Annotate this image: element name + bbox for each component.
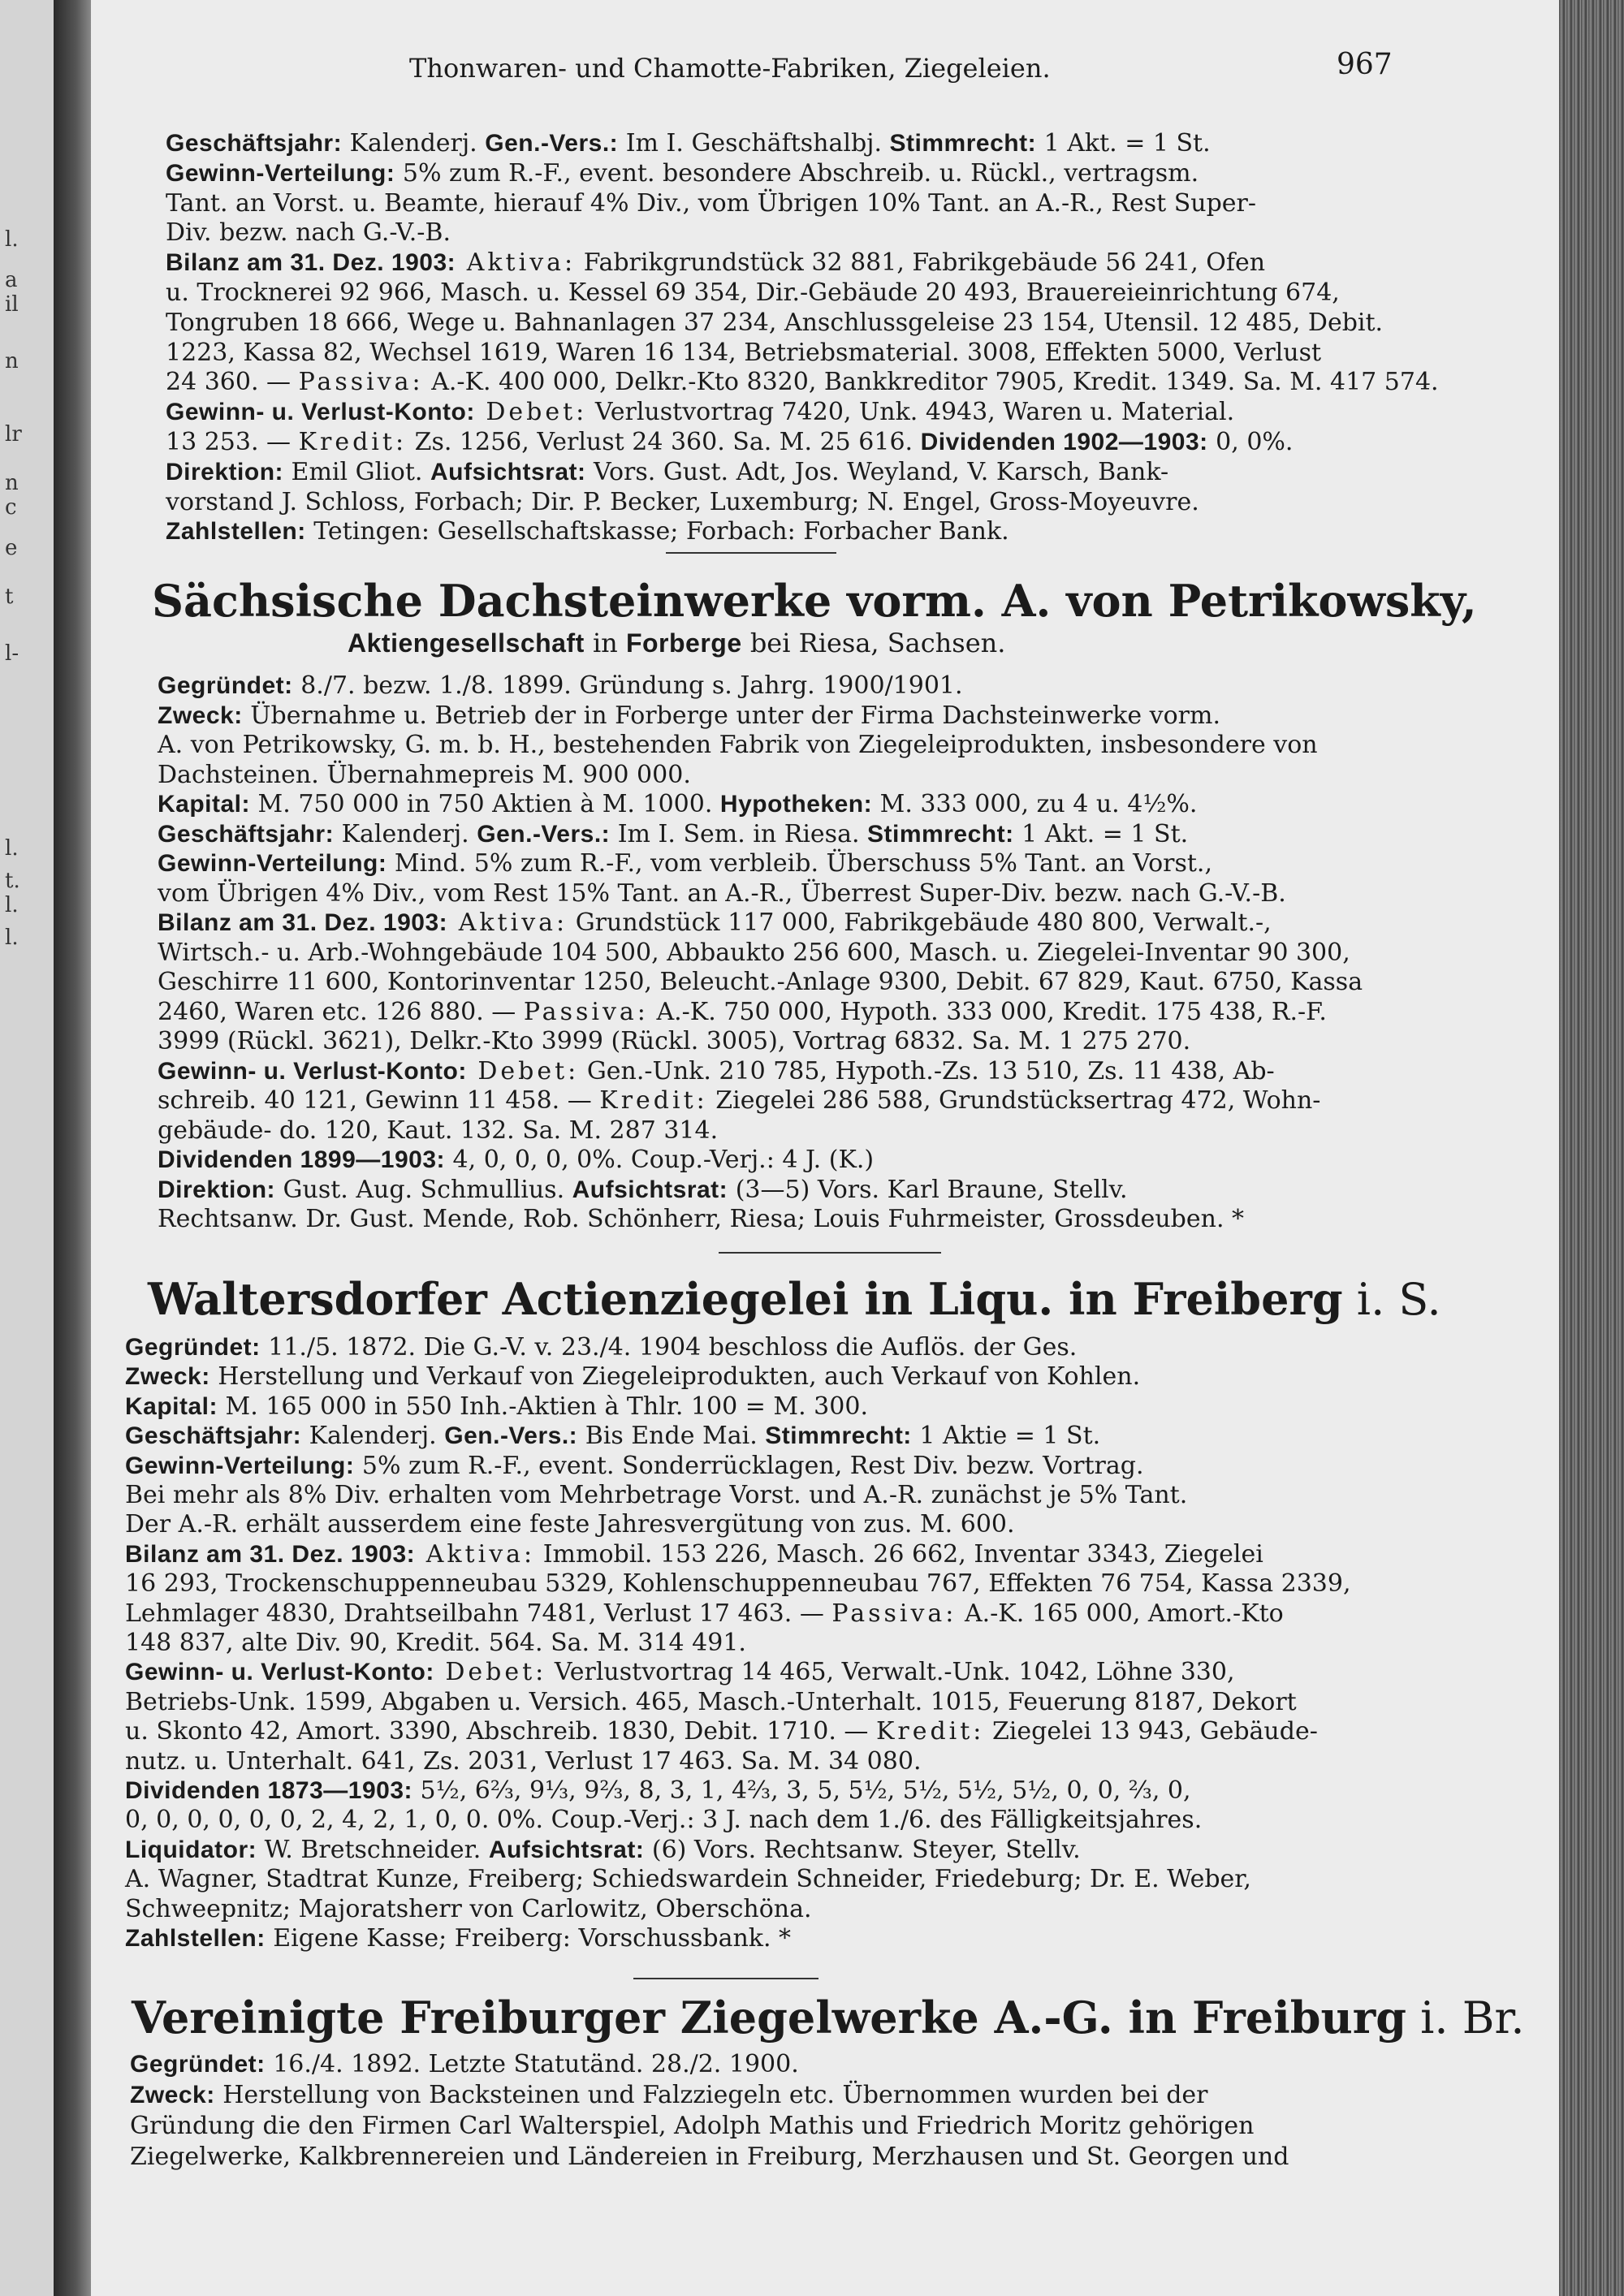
field-label: Gewinn-Verteilung: [166, 159, 395, 187]
field-label: Gewinn- u. Verlust-Konto: [166, 399, 475, 426]
field-text: gebäude- do. 120, Kaut. 132. Sa. M. 287 314. [158, 1116, 719, 1145]
field-text: Mind. 5% zum R.-F., vom verbleib. Überschuss 5% Tant. an Vorst., [387, 849, 1212, 878]
field-label: Dividenden 1899—1903: [158, 1146, 445, 1173]
field-text: Verlustvortrag 7420, Unk. 4943, Waren u. Material. [587, 398, 1235, 427]
margin-mark: l. [5, 926, 19, 950]
field-text: 2460, Waren etc. 126 880. — [158, 997, 524, 1026]
field-text: Schweepnitz; Majoratsherr von Carlowitz, Oberschöna. [125, 1894, 812, 1923]
text-line [166, 339, 1321, 367]
text-line [166, 518, 1009, 546]
field-label: Gegründet: [158, 672, 293, 699]
field-text: 11./5. 1872. Die G.-V. v. 23./4. 1904 beschloss die Auflös. der Ges. [260, 1333, 1078, 1362]
field-label: Gewinn-Verteilung: [158, 850, 387, 877]
field-text: Immobil. 153 226, Masch. 26 662, Inventar 3343, Ziegelei [535, 1539, 1263, 1569]
field-label: Bilanz am 31. Dez. 1903: [125, 1540, 416, 1568]
field-label: Kapital: [125, 1392, 218, 1420]
text-line [158, 791, 1197, 818]
field-label: Gen.-Vers.: [485, 130, 619, 157]
text-line [125, 1925, 791, 1953]
field-label: Gen.-Vers.: [444, 1422, 578, 1450]
field-label: Stimmrecht: [867, 820, 1014, 848]
text-line [125, 1570, 1351, 1598]
spaced-label: Debet: [434, 1658, 547, 1687]
field-label: Gewinn-Verteilung: [125, 1452, 355, 1479]
field-label: Dividenden 1873—1903: [125, 1777, 412, 1804]
field-label: Aufsichtsrat: [488, 1836, 645, 1863]
field-text: Gründung die den Firmen Carl Walterspiel, Adolph Mathis und Friedrich Moritz gehörigen [130, 2112, 1255, 2140]
field-label: Gewinn- u. Verlust-Konto: [158, 1057, 467, 1085]
field-text: M. 165 000 in 550 Inh.-Aktien à Thlr. 100 = M. 300. [218, 1392, 868, 1421]
field-text: 5% zum R.-F., event. Sonderrücklagen, Rest Div. bezw. Vortrag. [354, 1451, 1144, 1480]
text-line [166, 369, 1439, 396]
field-text: Ziegelei 13 943, Gebäude- [984, 1717, 1318, 1746]
field-label: Gegründet: [130, 2051, 266, 2078]
field-text: 1223, Kassa 82, Wechsel 1619, Waren 16 134, Betriebsmaterial. 3008, Effekten 5000, Verlust [166, 338, 1322, 367]
field-text: Kalenderj. [342, 129, 486, 158]
text-line [125, 1482, 1187, 1509]
text-line [166, 249, 1265, 277]
field-text: M. 750 000 in 750 Aktien à M. 1000. [250, 790, 720, 818]
text-line [130, 2143, 1289, 2171]
field-text: Emil Gliot. [283, 457, 430, 486]
company-title-petrikowsky: Sächsische Dachsteinwerke vorm. A. von Petrikowsky, [152, 575, 1477, 627]
field-text: 16./4. 1892. Letzte Statutänd. 28./2. 1900. [265, 2050, 799, 2078]
margin-mark: n [5, 471, 19, 495]
text-line [158, 939, 1350, 967]
field-label: Direktion: [166, 458, 284, 486]
text-line [125, 1806, 1202, 1834]
field-label: Geschäftsjahr: [158, 820, 335, 848]
field-text: Betriebs-Unk. 1599, Abgaben u. Versich. 465, Masch.-Unterhalt. 1015, Feuerung 8187, Dekort [125, 1687, 1297, 1716]
text-line [166, 489, 1199, 516]
text-line [125, 1718, 1318, 1746]
spaced-label: Aktiva: [415, 1539, 536, 1569]
field-text: Rechtsanw. Dr. Gust. Mende, Rob. Schönherr, Riesa; Louis Fuhrmeister, Grossdeuben. * [158, 1205, 1245, 1233]
field-label: Gegründet: [125, 1334, 261, 1361]
margin-mark: il [5, 292, 19, 317]
field-text: Div. bezw. nach G.-V.-B. [166, 218, 451, 248]
field-text: W. Bretschneider. [257, 1835, 489, 1864]
field-text: Geschirre 11 600, Kontorinventar 1250, Beleucht.-Anlage 9300, Debit. 67 829, Kaut. 6750, Kassa [158, 968, 1363, 996]
margin-mark: a [5, 268, 18, 292]
text-line [158, 732, 1318, 759]
field-text: nutz. u. Unterhalt. 641, Zs. 2031, Verlust 17 463. Sa. M. 34 080. [125, 1746, 922, 1776]
field-label: Gewinn- u. Verlust-Konto: [125, 1659, 434, 1686]
field-text: Dachsteinen. Übernahmepreis M. 900 000. [158, 760, 691, 789]
text-line [158, 672, 963, 700]
text-line [166, 309, 1383, 337]
field-label: Geschäftsjahr: [166, 130, 343, 157]
field-text: 4, 0, 0, 0, 0%. Coup.-Verj.: 4 J. (K.) [445, 1146, 875, 1174]
field-label: Zahlstellen: [166, 518, 306, 546]
text-line [158, 1087, 1320, 1115]
field-label: Zweck: [125, 1363, 210, 1391]
text-line [125, 1629, 746, 1657]
field-label: Aufsichtsrat: [572, 1176, 728, 1203]
text-line [158, 702, 1220, 730]
text-line [158, 909, 1272, 937]
text-line [158, 880, 1286, 908]
field-text: Wirtsch.- u. Arb.-Wohngebäude 104 500, Abbaukto 256 600, Masch. u. Ziegelei-Inventar 90 300, [158, 938, 1350, 967]
text-line [130, 2051, 799, 2078]
spaced-label: Debet: [466, 1056, 580, 1085]
text-line [158, 999, 1327, 1026]
section-divider [633, 1978, 818, 1979]
field-text: Herstellung und Verkauf von Ziegeleiprodukten, auch Verkauf von Kohlen. [209, 1362, 1141, 1392]
field-text: 24 360. — [166, 368, 299, 397]
field-text: 148 837, alte Div. 90, Kredit. 564. Sa. M. 314 491. [125, 1629, 746, 1657]
margin-mark: l- [5, 641, 19, 666]
field-label: Bilanz am 31. Dez. 1903: [166, 249, 456, 277]
margin-mark: t. [5, 869, 20, 893]
spaced-label: Kredit: [875, 1717, 985, 1746]
field-text: vorstand J. Schloss, Forbach; Dir. P. Becker, Luxemburg; N. Engel, Gross-Moyeuvre. [166, 487, 1199, 516]
company-title-freiburger: Vereinigte Freiburger Ziegelwerke A.-G. in Freiburg i. Br. [132, 1992, 1525, 2044]
field-label: Direktion: [158, 1176, 276, 1203]
margin-mark: e [5, 536, 18, 560]
field-text: Kalenderj. [334, 819, 477, 848]
text-line [125, 1334, 1077, 1362]
margin-mark: n [5, 349, 19, 373]
spaced-label: Passiva: [523, 997, 649, 1026]
text-line [125, 1748, 921, 1776]
text-line [158, 1058, 1275, 1085]
field-text: Herstellung von Backsteinen und Falzziegeln etc. Übernommen wurden bei der [214, 2081, 1208, 2109]
company-title-waltersdorfer: Waltersdorfer Actienziegelei in Liqu. in Freiberg i. S. [148, 1273, 1441, 1325]
text-line [166, 130, 1211, 158]
field-text: Tant. an Vorst. u. Beamte, hierauf 4% Div., vom Übrigen 10% Tant. an A.-R., Rest Super- [166, 188, 1257, 218]
text-line [125, 1452, 1144, 1480]
field-label: Hypotheken: [719, 791, 873, 818]
book-page [91, 0, 1559, 2296]
text-line [125, 1866, 1251, 1893]
text-line [125, 1659, 1235, 1686]
field-text: u. Trocknerei 92 966, Masch. u. Kessel 69 354, Dir.-Gebäude 20 493, Brauereieinrichtung 674, [166, 278, 1340, 307]
text-line [166, 160, 1199, 188]
field-label: Stimmrecht: [889, 130, 1037, 157]
previous-page-edge [0, 0, 54, 2296]
field-label: Aufsichtsrat: [430, 458, 586, 486]
spaced-label: Kredit: [599, 1086, 708, 1115]
field-text: A.-K. 165 000, Amort.-Kto [957, 1599, 1284, 1628]
field-text: 5½, 6⅔, 9⅓, 9⅔, 8, 3, 1, 4⅔, 3, 5, 5½, 5½, 5½, 5½, 0, 0, ⅔, 0, [412, 1776, 1191, 1805]
text-line [158, 850, 1212, 878]
book-gutter [54, 0, 91, 2296]
field-label: Gen.-Vers.: [477, 820, 611, 848]
field-text: u. Skonto 42, Amort. 3390, Abschreib. 1830, Debit. 1710. — [125, 1717, 876, 1746]
field-text: Gust. Aug. Schmullius. [275, 1175, 572, 1204]
text-line [125, 1689, 1297, 1716]
text-line [158, 762, 691, 789]
text-line [166, 190, 1256, 218]
text-line [166, 459, 1168, 486]
text-line [158, 1028, 1190, 1055]
margin-mark: l. [5, 836, 19, 861]
spaced-label: Aktiva: [447, 908, 568, 937]
field-text: 0, 0, 0, 0, 0, 0, 2, 4, 2, 1, 0, 0. 0%. Coup.-Verj.: 3 J. nach dem 1./6. des Fälligkeitsjahres. [125, 1806, 1203, 1835]
field-text: Vors. Gust. Adt, Jos. Weyland, V. Karsch, Bank- [585, 457, 1169, 486]
field-text: A. von Petrikowsky, G. m. b. H., bestehenden Fabrik von Ziegeleiprodukten, insbesondere von [158, 731, 1318, 759]
text-line [125, 1896, 812, 1923]
field-text: Grundstück 117 000, Fabrikgebäude 480 800, Verwalt.-, [568, 908, 1272, 937]
field-text: Ziegelei 286 588, Grundstücksertrag 472, Wohn- [707, 1086, 1321, 1115]
field-label: Kapital: [158, 791, 251, 818]
margin-mark: l. [5, 893, 19, 917]
margin-mark: l. [5, 227, 19, 252]
field-text: 16 293, Trockenschuppenneubau 5329, Kohlenschuppenneubau 767, Effekten 76 754, Kassa 2339, [125, 1569, 1351, 1599]
field-text: Gen.-Unk. 210 785, Hypoth.-Zs. 13 510, Zs. 11 438, Ab- [579, 1056, 1275, 1085]
running-header: Thonwaren- und Chamotte-Fabriken, Ziegeleien. [409, 53, 1051, 84]
text-line [125, 1777, 1191, 1805]
field-text: vom Übrigen 4% Div., vom Rest 15% Tant. an A.-R., Überrest Super-Div. bezw. nach G.-V.-B. [158, 878, 1286, 908]
text-line [158, 821, 1188, 848]
page-number: 967 [1337, 48, 1393, 81]
spaced-label: Passiva: [298, 368, 424, 397]
text-line [125, 1393, 868, 1421]
text-line [166, 219, 451, 247]
text-line [166, 279, 1340, 307]
field-text: Der A.-R. erhält ausserdem eine feste Jahresvergütung von zus. M. 600. [125, 1510, 1015, 1539]
margin-mark: c [5, 495, 17, 520]
field-text: Ziegelwerke, Kalkbrennereien und Ländereien in Freiburg, Merzhausen und St. Georgen und [130, 2143, 1289, 2171]
field-text: Tongruben 18 666, Wege u. Bahnanlagen 37 234, Anschlussgeleise 23 154, Utensil. 12 485, Debit. [166, 308, 1384, 337]
text-line [158, 1117, 718, 1145]
spaced-label: Kredit: [298, 428, 408, 456]
text-line [166, 399, 1234, 426]
field-label: Zweck: [130, 2082, 215, 2108]
field-label: Dividenden 1902—1903: [920, 429, 1208, 455]
text-line [158, 1206, 1244, 1233]
field-label: Stimmrecht: [765, 1422, 912, 1450]
field-text: 13 253. — [166, 428, 299, 456]
field-text: 1 Akt. = 1 St. [1036, 129, 1211, 158]
field-text: 5% zum R.-F., event. besondere Abschreib. u. Rückl., vertragsm. [395, 158, 1199, 188]
text-line [166, 429, 1293, 456]
field-text: (6) Vors. Rechtsanw. Steyer, Stellv. [644, 1835, 1081, 1864]
text-line [125, 1541, 1263, 1569]
company-subtitle-petrikowsky: Aktiengesellschaft in Forberge bei Riesa, Sachsen. [348, 628, 1006, 658]
field-label: Liquidator: [125, 1836, 257, 1863]
page-stack-edge [1559, 0, 1624, 2296]
field-label: Geschäftsjahr: [125, 1422, 302, 1450]
field-text: Übernahme u. Betrieb der in Forberge unter der Firma Dachsteinwerke vorm. [242, 701, 1220, 730]
text-line [130, 2113, 1254, 2140]
field-text: Bis Ende Mai. [577, 1422, 766, 1451]
margin-mark: t [5, 585, 14, 609]
text-line [125, 1422, 1100, 1450]
field-text: Verlustvortrag 14 465, Verwalt.-Unk. 1042, Löhne 330, [546, 1658, 1235, 1687]
spaced-label: Debet: [474, 398, 588, 427]
text-line [158, 1146, 874, 1174]
section-divider [666, 552, 836, 554]
text-line [125, 1363, 1140, 1391]
field-text: A.-K. 750 000, Hypoth. 333 000, Kredit. 175 438, R.-F. [648, 997, 1327, 1026]
field-text: 3999 (Rückl. 3621), Delkr.-Kto 3999 (Rückl. 3005), Vortrag 6832. Sa. M. 1 275 270. [158, 1027, 1191, 1055]
spaced-label: Passiva: [831, 1599, 957, 1628]
text-line [158, 969, 1363, 996]
margin-mark: lr [5, 422, 22, 447]
field-text: 1 Akt. = 1 St. [1013, 819, 1189, 848]
text-line [158, 1176, 1128, 1204]
text-line [125, 1511, 1015, 1539]
field-text: Zs. 1256, Verlust 24 360. Sa. M. 25 616. [407, 428, 921, 456]
field-label: Zweck: [158, 701, 243, 729]
text-line [125, 1836, 1081, 1864]
spaced-label: Aktiva: [456, 248, 577, 278]
section-divider [719, 1252, 941, 1254]
field-text: Bei mehr als 8% Div. erhalten vom Mehrbetrage Vorst. und A.-R. zunächst je 5% Tant. [125, 1481, 1188, 1509]
field-label: Zahlstellen: [125, 1925, 266, 1952]
field-text: Im I. Geschäftshalbj. [618, 129, 890, 158]
field-text: A.-K. 400 000, Delkr.-Kto 8320, Bankkreditor 7905, Kredit. 1349. Sa. M. 417 574. [423, 368, 1439, 397]
text-line [130, 2082, 1208, 2109]
text-line [125, 1600, 1284, 1628]
field-label: Bilanz am 31. Dez. 1903: [158, 909, 448, 936]
field-text: Fabrikgrundstück 32 881, Fabrikgebäude 56 241, Ofen [576, 248, 1266, 278]
field-text: Eigene Kasse; Freiberg: Vorschussbank. * [265, 1924, 792, 1953]
field-text: Im I. Sem. in Riesa. [610, 819, 868, 848]
field-text: (3—5) Vors. Karl Braune, Stellv. [728, 1175, 1128, 1204]
field-text: Lehmlager 4830, Drahtseilbahn 7481, Verlust 17 463. — [125, 1599, 832, 1628]
field-text: Tetingen: Gesellschaftskasse; Forbach: Forbacher Bank. [305, 517, 1009, 546]
field-text: M. 333 000, zu 4 u. 4½%. [872, 790, 1198, 818]
field-text: A. Wagner, Stadtrat Kunze, Freiberg; Schiedswardein Schneider, Friedeburg; Dr. E. Weber, [125, 1865, 1251, 1894]
field-text: 1 Aktie = 1 St. [911, 1422, 1101, 1451]
field-text: schreib. 40 121, Gewinn 11 458. — [158, 1086, 600, 1115]
field-text: 0, 0%. [1207, 428, 1294, 456]
field-text: 8./7. bezw. 1./8. 1899. Gründung s. Jahrg. 1900/1901. [292, 671, 963, 700]
field-text: Kalenderj. [301, 1422, 445, 1451]
